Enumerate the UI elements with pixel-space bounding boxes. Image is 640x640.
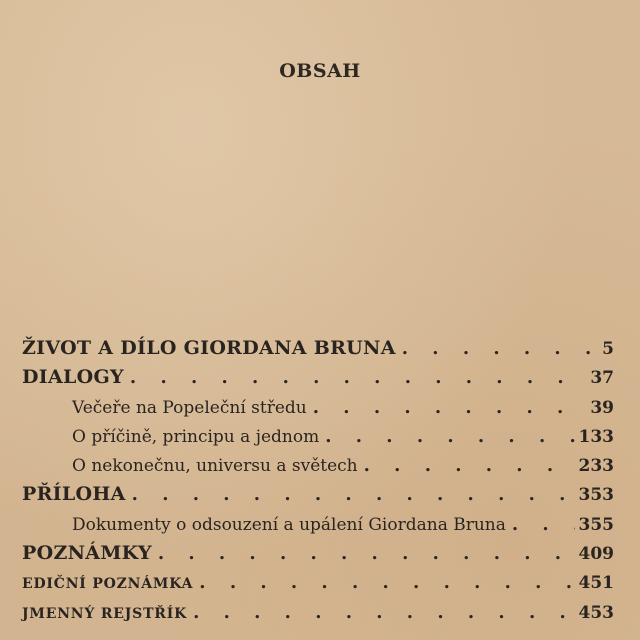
toc-entry-label: O příčině, principu a jednom xyxy=(72,426,320,447)
dot-leader xyxy=(158,539,575,568)
dot-leader xyxy=(325,422,574,451)
toc-entry-label: Dokumenty o odsouzení a upálení Giordana Bruna xyxy=(72,514,506,535)
toc-entry-o-pricine xyxy=(22,422,614,451)
dot-leader xyxy=(132,480,575,509)
dot-leader xyxy=(199,568,574,597)
dot-leader xyxy=(313,393,587,422)
toc-entry-dokumenty xyxy=(22,510,614,539)
toc-entry-zivot-a-dilo xyxy=(22,334,614,363)
dot-leader xyxy=(193,598,574,627)
toc-entry-priloha xyxy=(22,480,614,509)
toc-entry-page-number: 451 xyxy=(578,573,614,594)
toc-entry-page-number: 37 xyxy=(590,368,614,389)
toc-entry-label: ŽIVOT A DÍLO GIORDANA BRUNA xyxy=(22,337,396,359)
dot-leader xyxy=(512,510,575,539)
toc-entry-label: O nekonečnu, universu a světech xyxy=(72,456,358,477)
toc-entry-o-nekonecnu xyxy=(22,451,614,480)
toc-entry-dialogy xyxy=(22,363,614,392)
table-of-contents xyxy=(22,334,614,627)
page-title: OBSAH xyxy=(279,60,361,82)
toc-entry-label: JMENNÝ REJSTŘÍK xyxy=(22,605,188,622)
toc-entry-page-number: 39 xyxy=(590,397,614,418)
dot-leader xyxy=(130,363,586,392)
toc-entry-page-number: 133 xyxy=(578,426,614,447)
toc-entry-label: DIALOGY xyxy=(22,366,124,389)
toc-entry-page-number: 355 xyxy=(578,514,614,535)
toc-entry-vecere xyxy=(22,393,614,422)
toc-entry-page-number: 233 xyxy=(578,456,614,477)
toc-entry-page-number: 5 xyxy=(602,339,614,359)
toc-entry-edicni-poznamka xyxy=(22,568,614,597)
dot-leader xyxy=(364,451,575,480)
toc-entry-label: EDIČNÍ POZNÁMKA xyxy=(22,576,194,593)
toc-entry-page-number: 409 xyxy=(578,544,614,565)
toc-entry-page-number: 453 xyxy=(578,602,614,623)
toc-entry-jmenny-rejstrik xyxy=(22,598,614,627)
dot-leader xyxy=(402,334,598,363)
toc-entry-poznamky xyxy=(22,539,614,568)
toc-entry-label: Večeře na Popeleční středu xyxy=(72,397,307,418)
toc-entry-page-number: 353 xyxy=(578,485,614,506)
toc-entry-label: PŘÍLOHA xyxy=(22,483,126,506)
toc-entry-label: POZNÁMKY xyxy=(22,542,152,565)
